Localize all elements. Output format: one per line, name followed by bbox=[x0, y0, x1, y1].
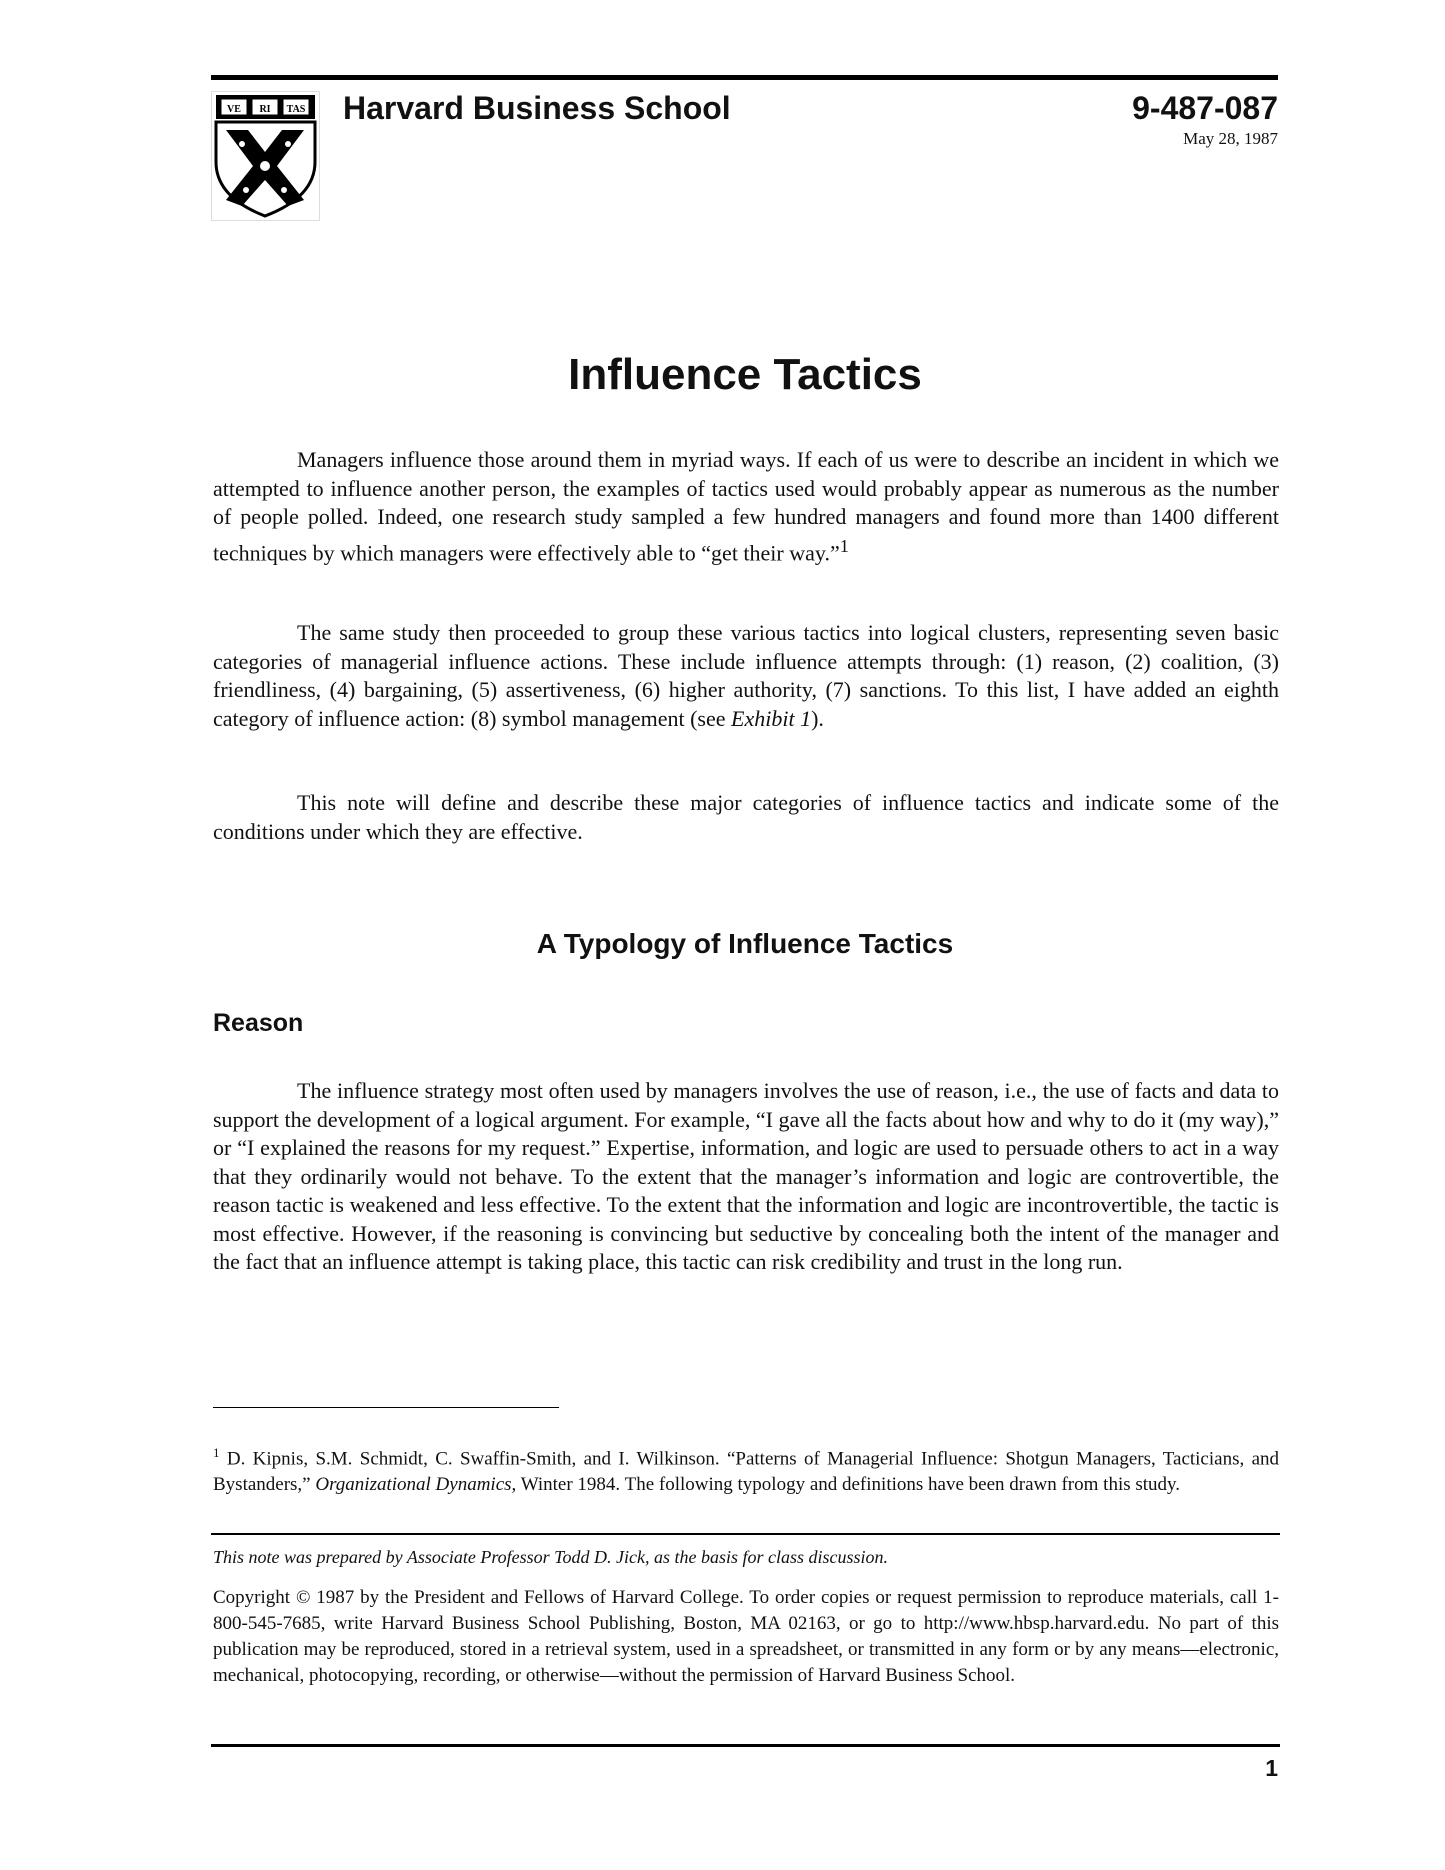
preparation-note: This note was prepared by Associate Professor Todd D. Jick, as the basis for class discussion. bbox=[213, 1547, 888, 1567]
header-rule bbox=[211, 75, 1278, 80]
intro-paragraph-3 bbox=[213, 789, 1279, 846]
intro-paragraph-1 bbox=[213, 446, 1279, 567]
case-number: 9-487-087 bbox=[1132, 90, 1278, 126]
intro-paragraph-2-text: The same study then proceeded to group these various tactics into logical clusters, representing seven basic categories of managerial influence actions. These include influence attempts through: (1) reason, (2) coalition, (3) friendliness, (4) bargaining, (5) assertiveness, (6) higher authority, (7) sanctions. To this list, I have added an eighth category of influence action: (8) symbol management (see bbox=[213, 620, 1279, 731]
footnote-rule bbox=[213, 1407, 559, 1408]
intro-paragraph-3-text: This note will define and describe these major categories of influence tactics and indicate some of the conditions under which they are effective. bbox=[213, 790, 1279, 844]
reason-paragraph-text: The influence strategy most often used by managers involves the use of reason, i.e., the use of facts and data to support the development of a logical argument. For example, “I gave all the facts about how and why to do it (my way),” or “I explained the reasons for my request.” Expertise, information, and logic are used to persuade others to act in a way that they ordinarily would not behave. To the extent that the manager’s information and logic are controvertible, the reason tactic is weakened and less effective. To the extent that the information and logic are incontrovertible, the tactic is most effective. However, if the reasoning is convincing but seductive by concealing both the intent of the manager and the fact that an influence attempt is taking place, this tactic can risk credibility and trust in the long run. bbox=[213, 1078, 1279, 1274]
crest-shield-icon bbox=[212, 92, 319, 220]
footer-rule bbox=[211, 1533, 1280, 1535]
footnote-text: D. Kipnis, S.M. Schmidt, C. Swaffin-Smith, and I. Wilkinson. “Patterns of Managerial Influence: Shotgun Managers, Tacticians, and Bystanders,” bbox=[213, 1448, 1279, 1496]
copyright-notice: Copyright © 1987 by the President and Fellows of Harvard College. To order copies or request permission to reproduce materials, call 1-800-545-7685, write Harvard Business School Publishing, Boston, MA 02163, or go to http://www.hbsp.harvard.edu. No part of this publication may be reproduced, stored in a retrieval system, used in a spreadsheet, or transmitted in any form or by any means—electronic, mechanical, photocopying, recording, or otherwise—without the permission of Harvard Business School. bbox=[213, 1587, 1279, 1686]
footnote-number: 1 bbox=[213, 1445, 220, 1460]
crest-motto-ve: VE bbox=[227, 104, 241, 115]
case-date: May 28, 1987 bbox=[1183, 129, 1278, 148]
crest-motto-tas: TAS bbox=[286, 104, 306, 115]
page-number: 1 bbox=[1265, 1755, 1278, 1781]
footnote-text-end: Winter 1984. The following typology and definitions have been drawn from this study. bbox=[516, 1474, 1181, 1496]
crest-motto-ri: RI bbox=[259, 104, 271, 115]
footnote-journal: Organizational Dynamics, bbox=[315, 1474, 517, 1496]
school-name: Harvard Business School bbox=[343, 90, 731, 126]
harvard-crest-logo bbox=[211, 91, 320, 221]
section-heading: A Typology of Influence Tactics bbox=[536, 928, 954, 959]
bottom-rule bbox=[211, 1744, 1280, 1747]
intro-paragraph-1-text: Managers influence those around them in myriad ways. If each of us were to describe an incident in which we attempted to influence another person, the examples of tactics used would probably appear as numerous as the number of people polled. Indeed, one research study sampled a few hundred managers and found more than 1400 different techniques by which managers were effectively able to “get their way.” bbox=[213, 447, 1279, 565]
subsection-heading-reason: Reason bbox=[213, 1009, 304, 1037]
exhibit-reference: Exhibit 1 bbox=[731, 705, 812, 731]
intro-paragraph-2-end: ). bbox=[811, 705, 824, 731]
reason-paragraph bbox=[213, 1077, 1279, 1277]
intro-paragraph-2 bbox=[213, 619, 1279, 733]
document-title: Influence Tactics bbox=[568, 350, 922, 399]
footnote bbox=[213, 1440, 1279, 1498]
footnote-ref: 1 bbox=[839, 535, 849, 556]
